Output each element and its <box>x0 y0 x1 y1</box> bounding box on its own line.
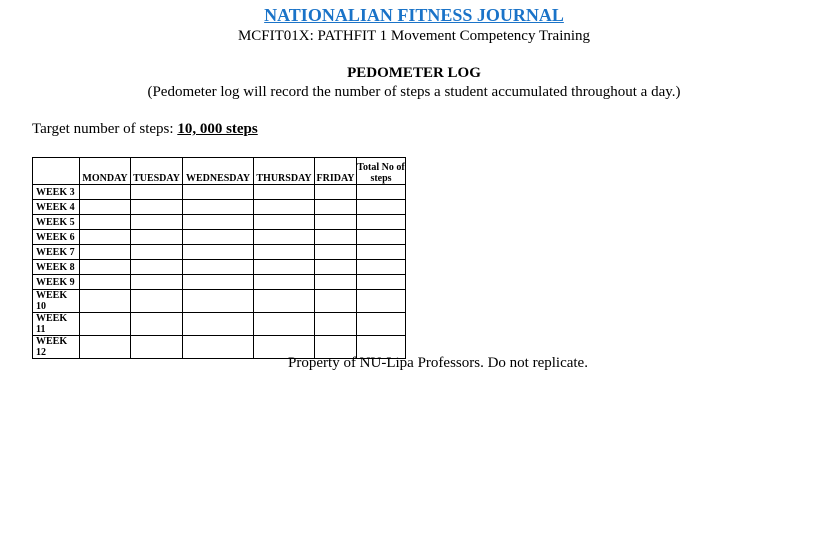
step-cell[interactable] <box>80 230 131 245</box>
step-cell[interactable] <box>183 260 254 275</box>
step-cell[interactable] <box>315 313 357 336</box>
step-cell[interactable] <box>357 200 406 215</box>
step-cell[interactable] <box>315 275 357 290</box>
table-header-row <box>33 158 406 185</box>
step-cell[interactable] <box>183 290 254 313</box>
header-cell-thursday: THURSDAY <box>254 158 315 185</box>
table-row <box>33 275 406 290</box>
table-row <box>33 215 406 230</box>
step-cell[interactable] <box>183 275 254 290</box>
step-cell[interactable] <box>315 245 357 260</box>
step-cell[interactable] <box>357 260 406 275</box>
step-cell[interactable] <box>183 313 254 336</box>
step-cell[interactable] <box>80 245 131 260</box>
step-cell[interactable] <box>254 245 315 260</box>
target-value: 10, 000 steps <box>177 121 258 137</box>
table-row <box>33 260 406 275</box>
course-title: MCFIT01X: PATHFIT 1 Movement Competency Training <box>237 28 591 44</box>
step-cell[interactable] <box>315 200 357 215</box>
week-label: WEEK 9 <box>33 275 80 290</box>
week-label: WEEK 5 <box>33 215 80 230</box>
week-label: WEEK 8 <box>33 260 80 275</box>
header-cell-wednesday: WEDNESDAY <box>183 158 254 185</box>
step-cell[interactable] <box>80 313 131 336</box>
step-cell[interactable] <box>80 185 131 200</box>
step-cell[interactable] <box>131 215 183 230</box>
table-row <box>33 245 406 260</box>
week-label: WEEK 11 <box>33 313 80 336</box>
step-cell[interactable] <box>80 260 131 275</box>
step-cell[interactable] <box>80 275 131 290</box>
week-label: WEEK 12 <box>33 336 80 359</box>
step-cell[interactable] <box>357 313 406 336</box>
step-cell[interactable] <box>254 290 315 313</box>
week-label: WEEK 7 <box>33 245 80 260</box>
step-cell[interactable] <box>131 290 183 313</box>
step-cell[interactable] <box>357 185 406 200</box>
step-cell[interactable] <box>183 185 254 200</box>
step-cell[interactable] <box>131 185 183 200</box>
table-row <box>33 200 406 215</box>
header-cell-week <box>33 158 80 185</box>
step-cell[interactable] <box>254 275 315 290</box>
step-cell[interactable] <box>357 275 406 290</box>
table-row <box>33 290 406 313</box>
step-cell[interactable] <box>131 200 183 215</box>
step-cell[interactable] <box>131 245 183 260</box>
step-cell[interactable] <box>183 230 254 245</box>
step-cell[interactable] <box>357 215 406 230</box>
step-cell[interactable] <box>315 260 357 275</box>
header-cell-friday: FRIDAY <box>315 158 357 185</box>
week-label: WEEK 10 <box>33 290 80 313</box>
step-cell[interactable] <box>315 215 357 230</box>
table-row <box>33 185 406 200</box>
log-description: (Pedometer log will record the number of steps a student accumulated throughout a day.) <box>147 84 681 100</box>
week-label: WEEK 3 <box>33 185 80 200</box>
footer-notice: Property of NU-Lipa Professors. Do not replicate. <box>288 355 588 371</box>
journal-title: NATIONALIAN FITNESS JOURNAL <box>264 5 564 25</box>
step-cell[interactable] <box>131 313 183 336</box>
step-cell[interactable] <box>357 245 406 260</box>
step-cell[interactable] <box>254 200 315 215</box>
step-cell[interactable] <box>315 185 357 200</box>
step-cell[interactable] <box>80 290 131 313</box>
step-cell[interactable] <box>254 185 315 200</box>
step-cell[interactable] <box>254 313 315 336</box>
pedometer-log-table <box>32 157 406 359</box>
week-label: WEEK 6 <box>33 230 80 245</box>
step-cell[interactable] <box>315 230 357 245</box>
step-cell[interactable] <box>131 260 183 275</box>
header-cell-tuesday: TUESDAY <box>131 158 183 185</box>
table-body <box>33 185 406 359</box>
step-cell[interactable] <box>183 215 254 230</box>
step-cell[interactable] <box>357 290 406 313</box>
step-cell[interactable] <box>131 275 183 290</box>
week-label: WEEK 4 <box>33 200 80 215</box>
step-cell[interactable] <box>183 200 254 215</box>
step-cell[interactable] <box>80 200 131 215</box>
step-cell[interactable] <box>254 230 315 245</box>
header-cell-total: Total No of steps <box>357 158 406 185</box>
step-cell[interactable] <box>357 230 406 245</box>
target-steps <box>32 121 258 138</box>
target-label: Target number of steps: <box>32 121 174 137</box>
step-cell[interactable] <box>131 230 183 245</box>
step-cell[interactable] <box>80 215 131 230</box>
table-row <box>33 313 406 336</box>
table-row <box>33 230 406 245</box>
step-cell[interactable] <box>254 215 315 230</box>
log-title: PEDOMETER LOG <box>347 65 481 81</box>
step-cell[interactable] <box>315 290 357 313</box>
step-cell[interactable] <box>183 245 254 260</box>
step-cell[interactable] <box>254 260 315 275</box>
header-cell-monday: MONDAY <box>80 158 131 185</box>
